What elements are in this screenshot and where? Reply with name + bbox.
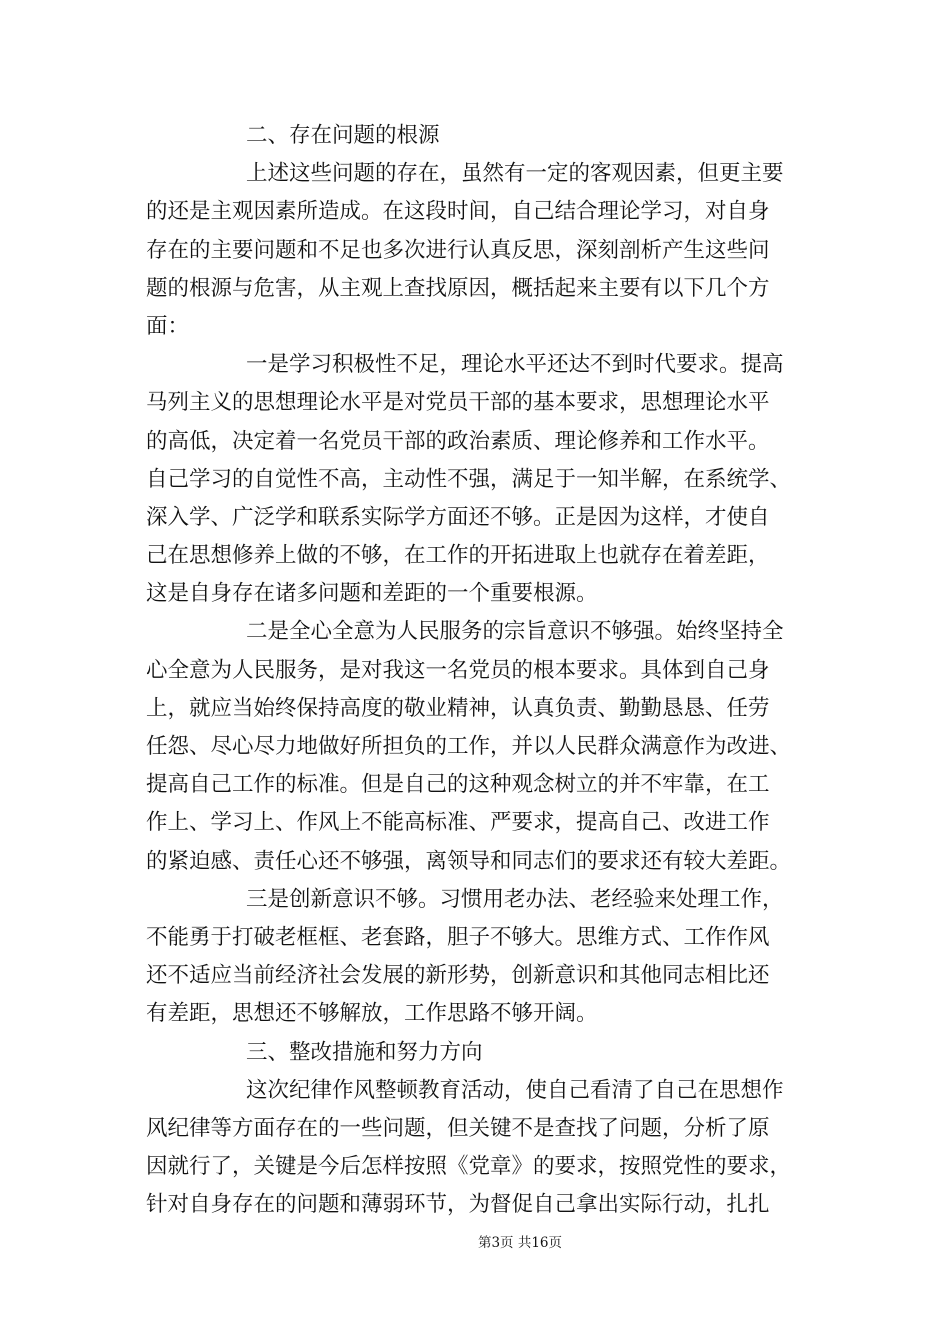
footer-total-pages: 16 — [531, 1235, 549, 1251]
paragraph-line: 因就行了，关键是今后怎样按照《党章》的要求，按照党性的要求， — [146, 1154, 792, 1180]
paragraph-line: 有差距，思想还不够解放，工作思路不够开阔。 — [146, 1001, 598, 1027]
paragraph-line: 针对自身存在的问题和薄弱环节，为督促自己拿出实际行动，扎扎 — [146, 1192, 770, 1218]
footer-middle: 页 共 — [500, 1235, 532, 1251]
paragraph-line: 的还是主观因素所造成。在这段时间，自己结合理论学习，对自身 — [146, 199, 770, 225]
paragraph-line: 一是学习积极性不足，理论水平还达不到时代要求。提高 — [246, 352, 784, 378]
paragraph-line: 这次纪律作风整顿教育活动，使自己看清了自己在思想作 — [246, 1077, 784, 1103]
paragraph-line: 深入学、广泛学和联系实际学方面还不够。正是因为这样，才使自 — [146, 504, 770, 530]
paragraph — [146, 1072, 821, 1225]
paragraph-line: 不能勇于打破老框框、老套路，胆子不够大。思维方式、工作作风 — [146, 924, 770, 950]
paragraph-line: 的高低，决定着一名党员干部的政治素质、理论修养和工作水平。 — [146, 428, 770, 454]
paragraph-line: 三是创新意识不够。习惯用老办法、老经验来处理工作， — [246, 886, 784, 912]
paragraph-line: 上，就应当始终保持高度的敬业精神，认真负责、勤勤恳恳、任劳 — [146, 695, 770, 721]
paragraph-line: 己在思想修养上做的不够，在工作的开拓进取上也就存在着差距， — [146, 543, 770, 569]
paragraph-line: 上述这些问题的存在，虽然有一定的客观因素，但更主要 — [246, 161, 784, 187]
paragraph-line: 风纪律等方面存在的一些问题，但关键不是查找了问题，分析了原 — [146, 1115, 770, 1141]
paragraph-line: 二是全心全意为人民服务的宗旨意识不够强。始终坚持全 — [246, 619, 784, 645]
paragraph-line: 作上、学习上、作风上不能高标准、严要求，提高自己、改进工作 — [146, 810, 770, 836]
footer-prefix: 第 — [477, 1235, 492, 1251]
paragraph — [146, 346, 821, 613]
paragraph-line: 面： — [146, 313, 190, 339]
footer-suffix: 页 — [548, 1235, 563, 1251]
paragraph-line: 心全意为人民服务，是对我这一名党员的根本要求。具体到自己身 — [146, 657, 770, 683]
paragraph-line: 马列主义的思想理论水平是对党员干部的基本要求，思想理论水平 — [146, 390, 770, 416]
paragraph — [146, 155, 821, 346]
section-heading: 二、存在问题的根源 — [246, 123, 440, 148]
paragraph-line: 自己学习的自觉性不高，主动性不强，满足于一知半解，在系统学、 — [146, 466, 792, 492]
paragraph-line: 提高自己工作的标准。但是自己的这种观念树立的并不牢靠，在工 — [146, 772, 770, 798]
paragraph — [146, 613, 821, 880]
paragraph-line: 存在的主要问题和不足也多次进行认真反思，深刻剖析产生这些问 — [146, 237, 770, 263]
section-heading: 三、整改措施和努力方向 — [246, 1039, 483, 1065]
paragraph-line: 题的根源与危害，从主观上查找原因，概括起来主要有以下几个方 — [146, 275, 770, 301]
page-footer — [0, 1233, 950, 1253]
paragraph-line: 这是自身存在诸多问题和差距的一个重要根源。 — [146, 581, 598, 607]
document-body — [146, 117, 821, 1224]
paragraph-line: 还不适应当前经济社会发展的新形势，创新意识和其他同志相比还 — [146, 963, 770, 989]
paragraph-line: 的紧迫感、责任心还不够强，离领导和同志们的要求还有较大差距。 — [146, 848, 792, 874]
footer-current-page: 3 — [491, 1235, 501, 1251]
paragraph-line: 任怨、尽心尽力地做好所担负的工作，并以人民群众满意作为改进、 — [146, 734, 792, 759]
paragraph — [146, 881, 821, 1034]
